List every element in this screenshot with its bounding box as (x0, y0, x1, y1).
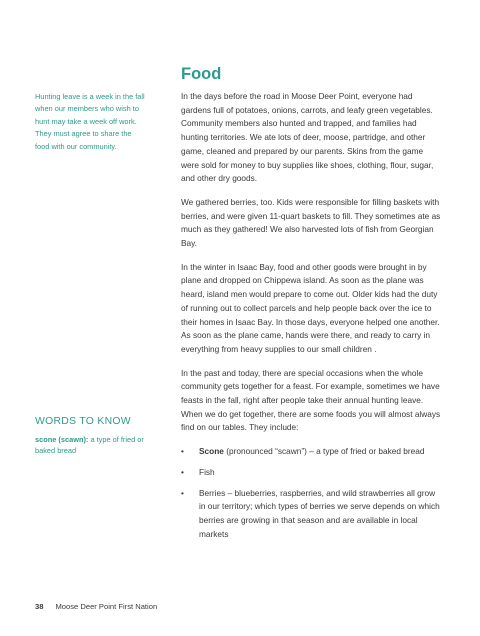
words-to-know-heading: WORDS TO KNOW (35, 416, 131, 427)
publication-name: Moose Deer Point First Nation (55, 602, 158, 611)
bullet-icon: • (181, 466, 184, 477)
bullet-icon: • (181, 446, 184, 457)
main-content (181, 64, 441, 548)
bullet-icon: • (181, 487, 184, 498)
paragraph: In the past and today, there are special occasions when the whole community gets together for a feast. For example, sometimes we have feasts in the fall, right after people take their annual hunting leave. When we do get together, there are some foods you will almost always find on our tables. They include: (181, 367, 441, 433)
list-item-text: Fish (199, 466, 215, 477)
list-item-bold: Scone (199, 446, 224, 457)
definition-text: a type of fried or baked bread (35, 435, 144, 455)
list-item (181, 487, 441, 542)
page-footer (35, 602, 157, 611)
words-to-know-definition (35, 434, 145, 456)
food-list (181, 445, 441, 541)
definition-term: scone (scawn): (35, 435, 89, 444)
paragraph: In the days before the road in Moose Deer Point, everyone had gardens full of potatoes, onions, carrots, and leafy green vegetables. Community members also hunted and trapped, and families had hunting territories. We ate lots of deer, moose, partridge, and other game, cleaned and prepared by our parents. Skins from the game were sold for money to buy supplies like shoes, clothing, flour, sugar, and other dry goods. (181, 91, 434, 184)
list-item-text: Berries – blueberries, raspberries, and wild strawberries all grow in our territory; which types of berries we serve depends on which berries are growing in that season and are available in local markets (199, 487, 440, 539)
page-title: Food (181, 65, 222, 83)
list-item (181, 445, 441, 459)
paragraph: We gathered berries, too. Kids were responsible for filling baskets with berries, and were given 11-quart baskets to fill. They sometimes ate as much as they gathered! We also harvested lots of fish from Georgian Bay. (181, 196, 441, 249)
paragraph: In the winter in Isaac Bay, food and other goods were brought in by plane and dropped on Chippewa island. As soon as the plane was heard, island men would prepare to come out. Older kids had the duty of running out to collect parcels and help people back over the ice to their homes in Isaac Bay. In those days, everyone helped one another. As soon as the plane came, hands were there, and ready to carry in everything from heavy supplies to our small children . (181, 261, 440, 354)
list-item-text: (pronounced “scawn”) – a type of fried or baked bread (223, 446, 425, 457)
sidebar-note: Hunting leave is a week in the fall when our members who wish to hunt may take a week off work. They must agree to share the food with our community. (35, 92, 145, 151)
list-item (181, 466, 441, 480)
page-number: 38 (35, 602, 44, 611)
